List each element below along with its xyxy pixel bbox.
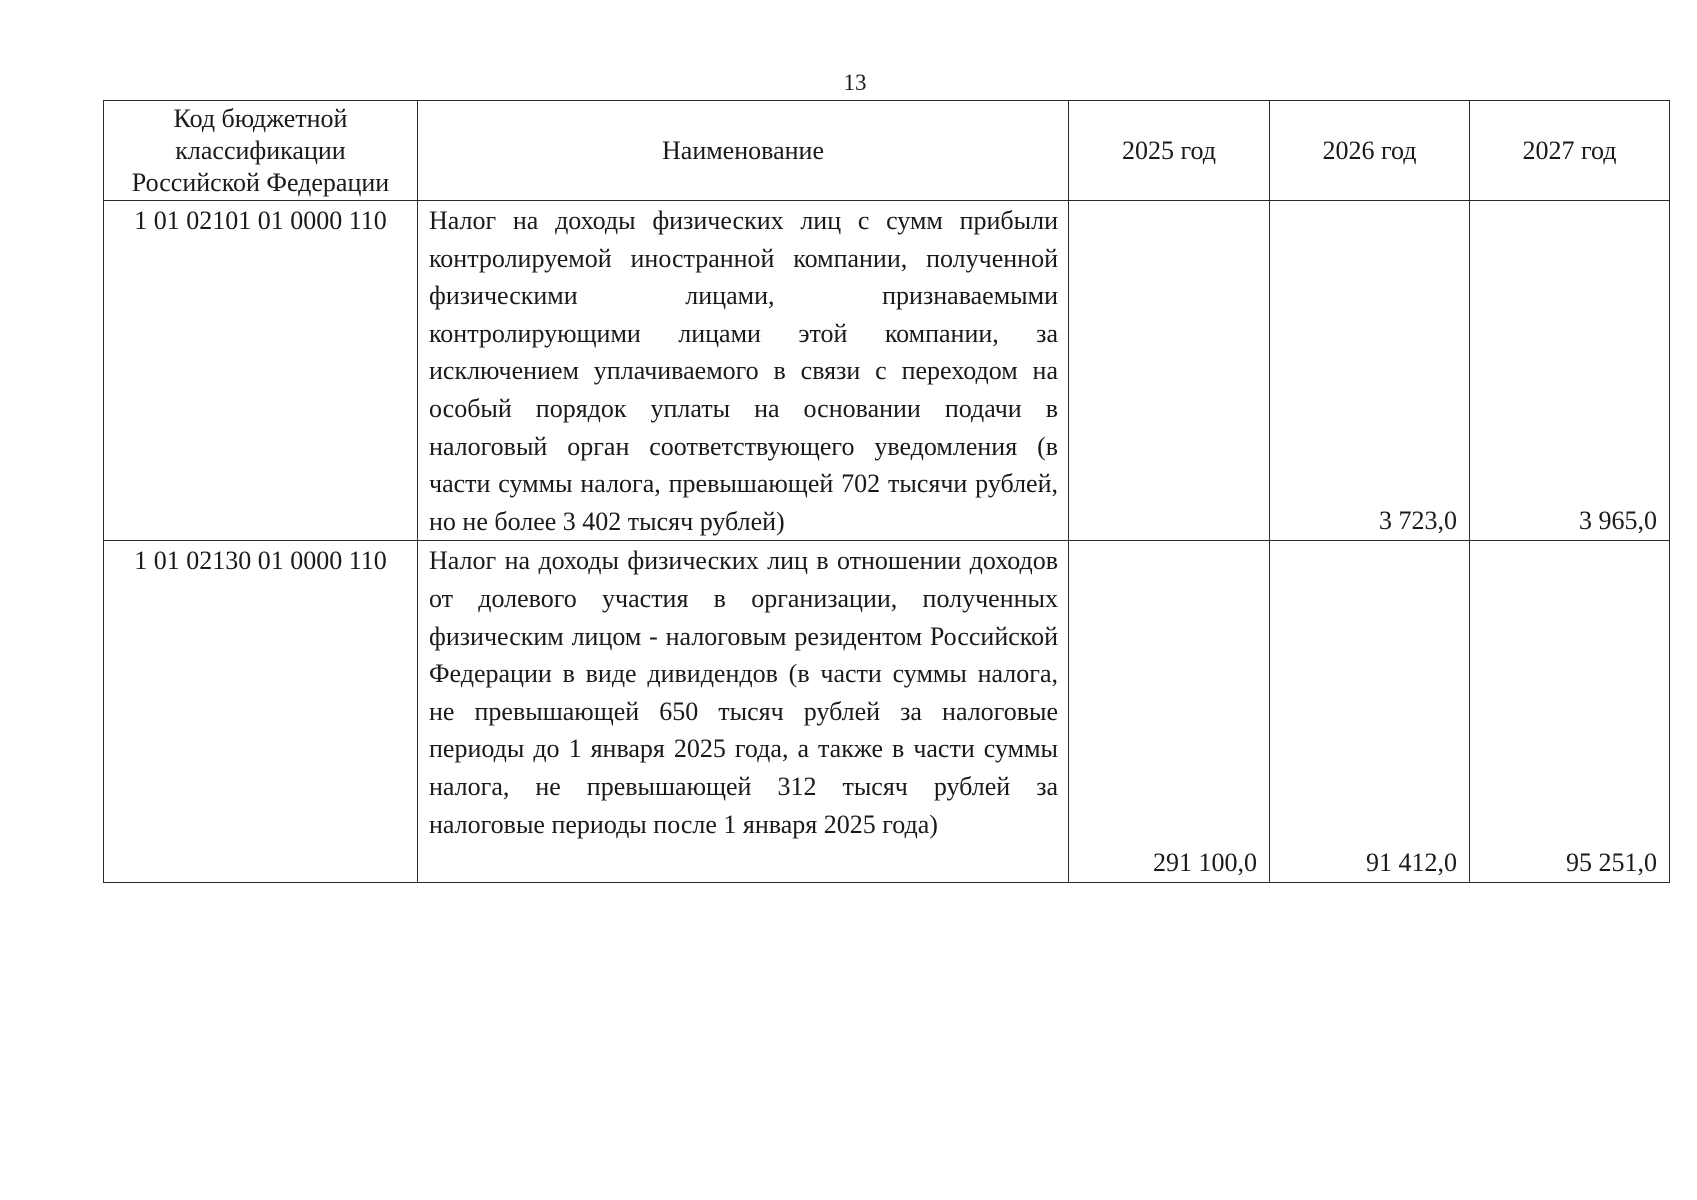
- header-2025: 2025 год: [1069, 101, 1270, 201]
- header-2026: 2026 год: [1270, 101, 1470, 201]
- table-header-row: [104, 101, 1670, 201]
- header-name: Наименование: [418, 101, 1069, 201]
- header-2027: 2027 год: [1470, 101, 1670, 201]
- row-value-2026: 91 412,0: [1270, 541, 1470, 883]
- row-value-2027: 3 965,0: [1470, 201, 1670, 541]
- page-number: 13: [843, 70, 867, 95]
- row-name: Налог на доходы физических лиц в отношении доходов от долевого участия в организации, полученных физическим лицом - налоговым резидентом Российской Федерации в виде дивидендов (в части суммы налога, не превышающей 650 тысяч рублей за налоговые периоды до 1 января 2025 года, а также в части суммы налога, не превышающей 312 тысяч рублей за налоговые периоды после 1 января 2025 года): [418, 541, 1069, 883]
- row-value-2027: 95 251,0: [1470, 541, 1670, 883]
- row-code: 1 01 02101 01 0000 110: [104, 201, 418, 541]
- row-name: Налог на доходы физических лиц с сумм прибыли контролируемой иностранной компании, полученной физическими лицами, признаваемыми контролирующими лицами этой компании, за исключением уплачиваемого в связи с переходом на особый порядок уплаты на основании подачи в налоговый орган соответствующего уведомления (в части суммы налога, превышающей 702 тысячи рублей, но не более 3 402 тысяч рублей): [418, 201, 1069, 541]
- row-value-2025: 291 100,0: [1069, 541, 1270, 883]
- row-value-2026: 3 723,0: [1270, 201, 1470, 541]
- budget-table: [103, 100, 1670, 883]
- table-row: [104, 541, 1670, 883]
- table-row: [104, 201, 1670, 541]
- row-value-2025: [1069, 201, 1270, 541]
- header-code: Код бюджетной классификации Российской Федерации: [104, 101, 418, 201]
- row-code: 1 01 02130 01 0000 110: [104, 541, 418, 883]
